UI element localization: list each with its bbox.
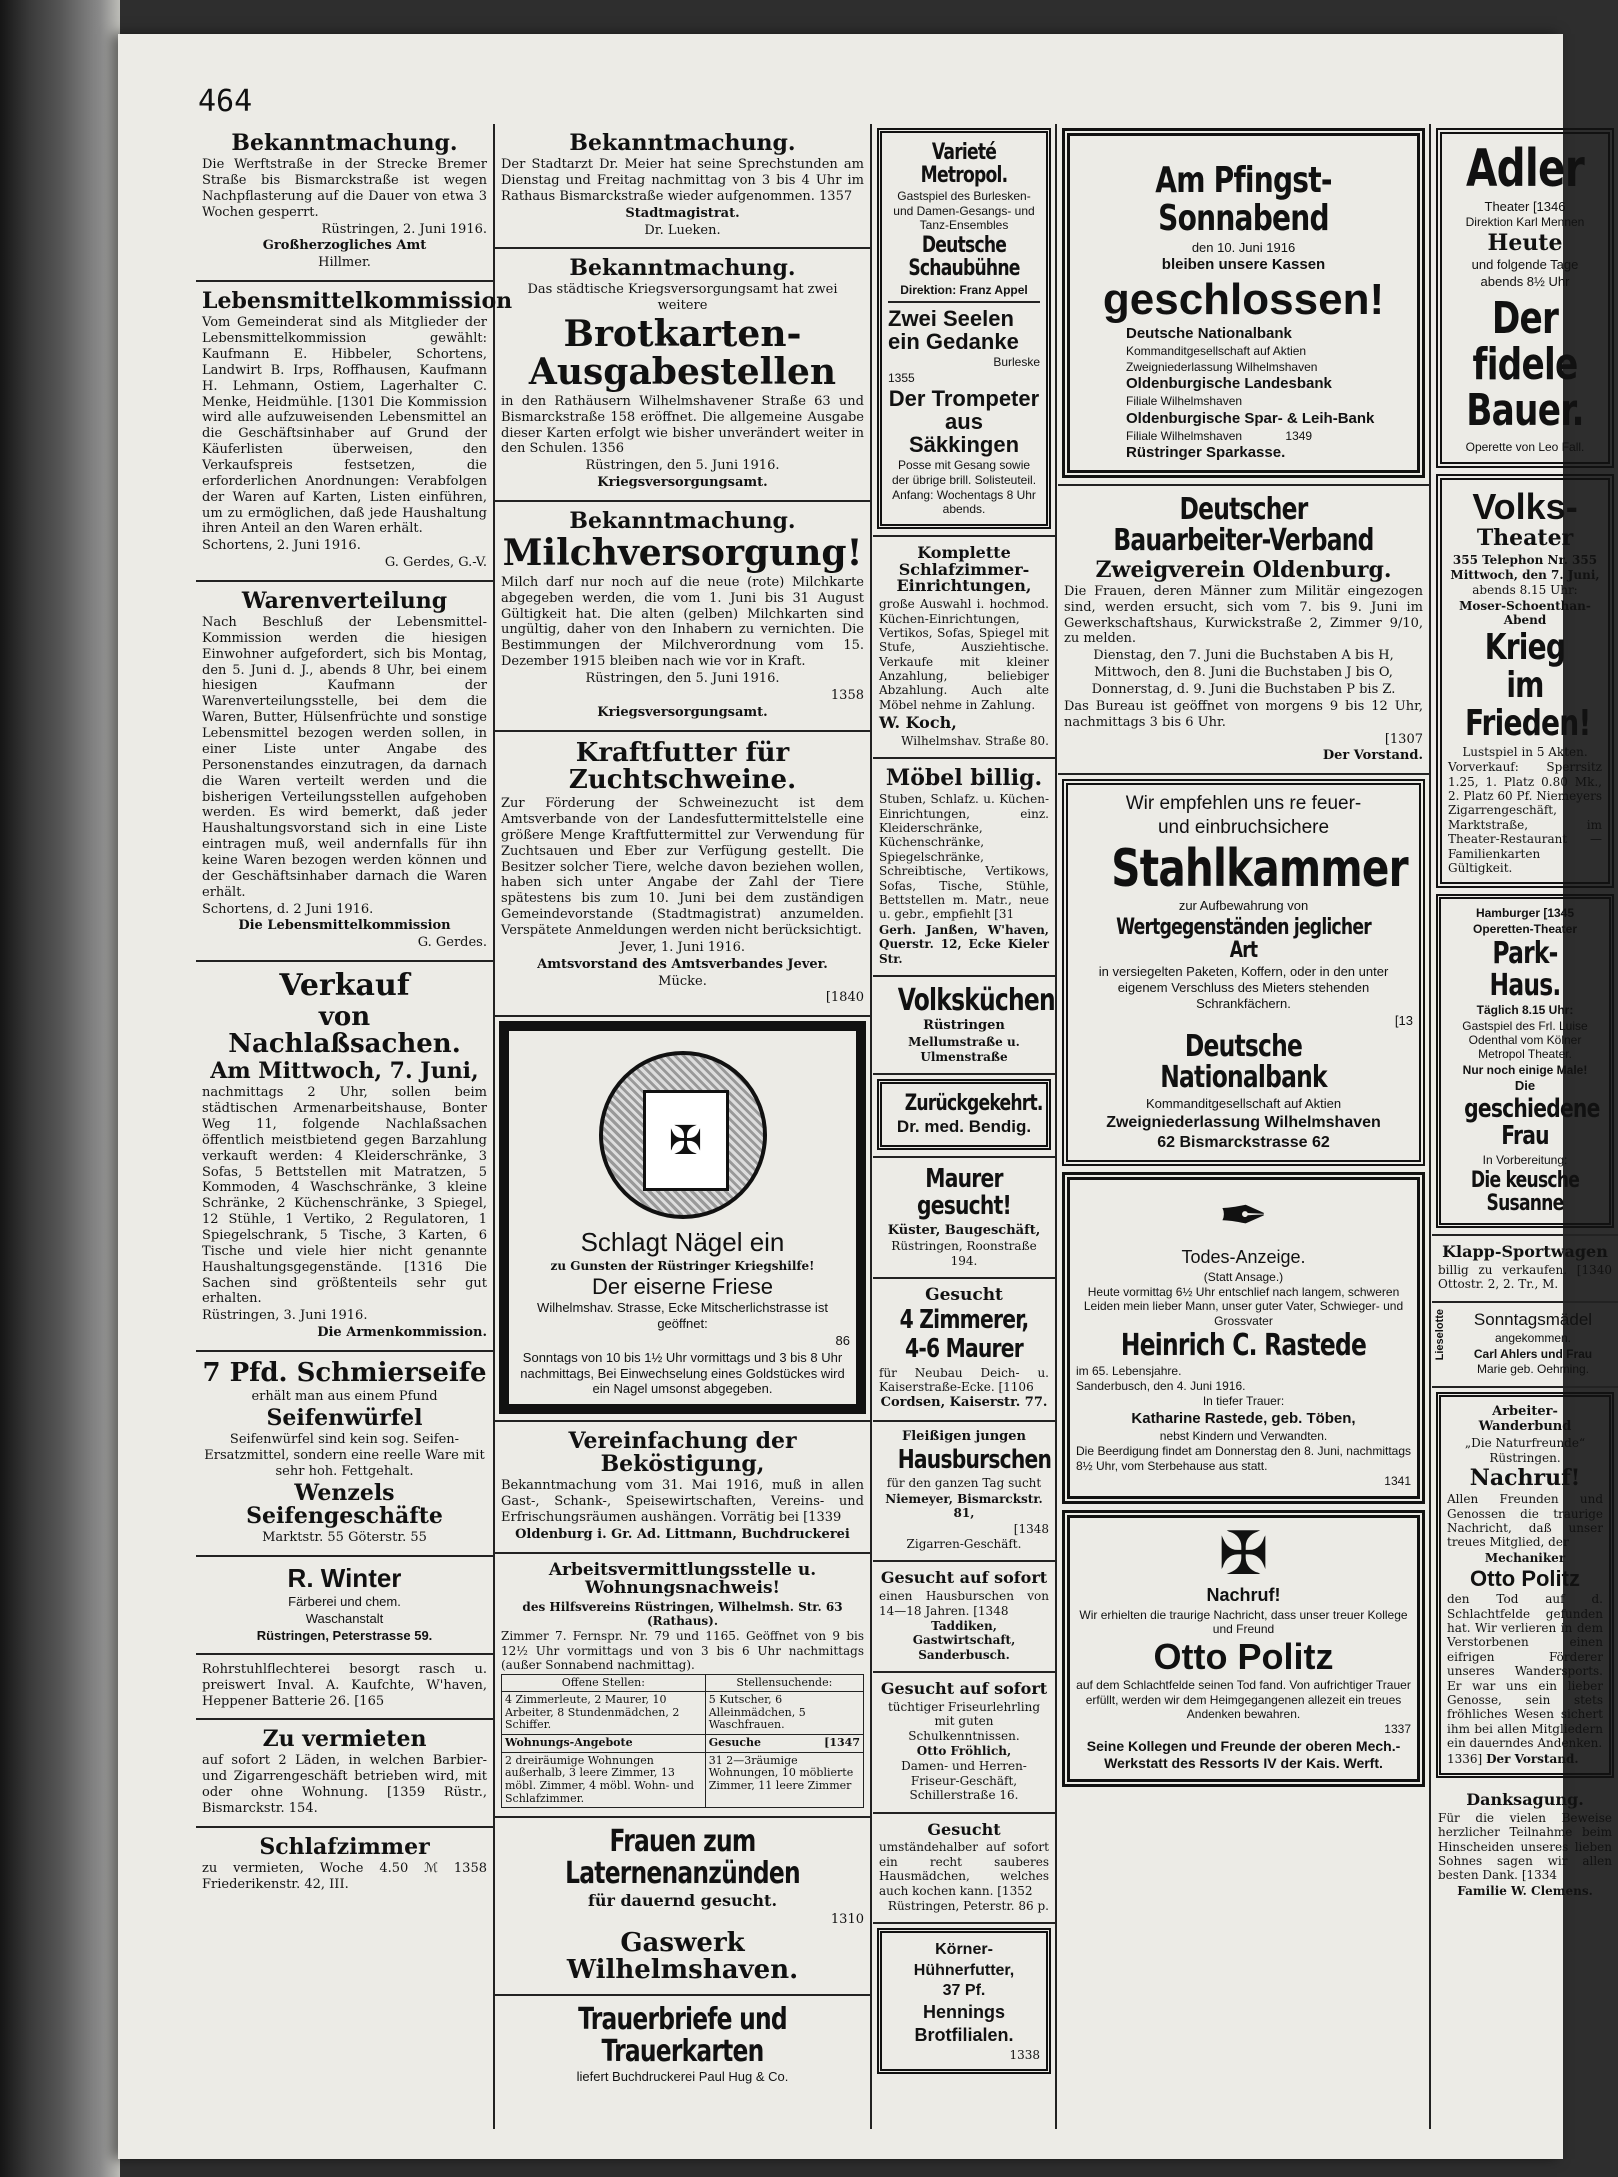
ad-body: Stuben, Schlafz. u. Küchen-Einrichtungen, einz. Kleiderschränke, Küchenschränke, Spiegelschränke, Schreibtische, Vertikows, Sofas, Tische, Stühle, Bettstellen m. Matr., neue u. gebr., empfiehlt [31	[879, 792, 1049, 922]
ad-body: große Auswahl i. hochmod. Küchen-Einrichtungen, Vertikos, Sofas, Spiegel mit Stufe, Ausziehtische. Verkaufe mit kleiner Anzahlung, beliebiger Abzahlung. Auch alte Möbel nehme in Zahlung.	[879, 597, 1049, 712]
ad-address: Rüstringen, Peterstrasse 59.	[256, 1627, 433, 1643]
ad-park-haus	[1436, 894, 1614, 1228]
bank-detail: Kommanditgesellschaft auf Aktien	[1145, 1095, 1342, 1111]
bank-detail: Zweigniederlassung Wilhelmshaven	[1106, 1113, 1381, 1131]
notice-signature-name: G. Gerdes.	[417, 935, 487, 951]
ad-body: für den ganzen Tag sucht	[886, 1476, 1042, 1491]
notice-number: 1358	[830, 687, 864, 703]
obituary-rastede	[1062, 1172, 1425, 1504]
ad-danksagung	[1432, 1784, 1618, 1907]
notice-body: Nach Beschluß der Lebensmittel-Kommission werden die hiesigen Einwohner aufgefordert, sich bis Montag, den 5. Juni d. J., abends 8 Uhr, bei einem hiesigen Kaufmann der Warenverteilungsstelle, bei dem die Waren, Butter, Hülsenfrüchte und sonstige Lebensmittel bezogen werden sollen, in einer Liste unter Angabe des Personenstandes einzutragen, da darnach die Waren verteilt werden und die bisherigen Verteilungsstellen aufgehoben werden. Es wird bemerkt, daß jeder Haushaltungsvorstand sich in eine Liste eintragen muß, weil andernfalls für ihn keine Waren bezogen werden können und der Geschäftsinhaber darnach die Waren erhält.	[202, 615, 487, 900]
notice-date: Rüstringen, den 5. Juni 1916.	[585, 458, 780, 474]
obituary-politz	[1062, 1510, 1425, 1787]
ad-title: Fleißigen jungen	[902, 1429, 1026, 1445]
ad-text: Carl Ahlers und Frau	[1473, 1346, 1593, 1361]
ad-text: Lustspiel in 5 Akten.	[1462, 744, 1588, 759]
book-binding	[0, 0, 120, 2177]
ad-headline: Volksküchen	[897, 982, 1055, 1018]
notice-date: Schortens, d. 2 Juni 1916.	[202, 901, 374, 917]
ad-headline: Der eiserne Friese	[592, 1274, 773, 1300]
ad-headline: Theater	[1476, 525, 1574, 552]
ad-title: Danksagung.	[1466, 1789, 1584, 1809]
table-header: Offene Stellen:	[502, 1674, 706, 1692]
ad-headline: Zurückgekehrt.	[904, 1091, 1043, 1117]
notice-signature: Die Lebensmittelkommission	[238, 918, 451, 934]
ad-firm: W. Koch,	[879, 713, 957, 733]
notice-milchversorgung	[495, 502, 870, 732]
ad-date: Mittwoch, den 7. Juni,	[1450, 567, 1600, 582]
schedule-row: Dienstag, den 7. Juni die Buchstaben A bis H,	[1093, 648, 1394, 664]
notice-signature: Stadtmagistrat.	[625, 205, 740, 221]
ad-number: [1307	[1384, 731, 1423, 747]
obituary-signature: Seine Kollegen und Freunde der oberen Mech.-Werkstatt des Ressorts IV der Kais. Werft.	[1086, 1737, 1401, 1771]
ad-body: Rohrstuhlflechterei besorgt rasch u. preiswert Inval. A. Kaufchte, W'haven, Heppener Batterie 26. [165	[202, 1661, 487, 1709]
notice-number: [1840	[825, 990, 864, 1006]
ad-winter	[196, 1557, 493, 1655]
notice-brotkarten	[495, 249, 870, 502]
obituary-name: Otto Politz	[1470, 1566, 1580, 1592]
bank-name: Deutsche Nationalbank	[1126, 324, 1292, 342]
ad-phone: 355 Telephon Nr. 355	[1452, 552, 1598, 567]
ad-title: Gesucht auf sofort	[880, 1679, 1048, 1699]
table-cell: 5 Kutscher, 6 Alleinmädchen, 5 Waschfrauen.	[705, 1692, 863, 1735]
column-3	[873, 124, 1057, 2129]
ad-volks-theater	[1436, 474, 1614, 889]
ad-time: abends 8½ Uhr	[1480, 273, 1570, 289]
ad-direction: Direktion: Franz Appel	[900, 282, 1028, 297]
ad-headline: Trauerbriefe und Trauerkarten	[578, 2002, 787, 2069]
obituary-subtitle: „Die Naturfreunde“ Rüstringen.	[1464, 1436, 1586, 1465]
ad-text: Operette von Leo Fall.	[1465, 440, 1585, 455]
notice-verkauf-nachlass	[196, 962, 493, 1352]
bank-name: Oldenburgische Landesbank	[1126, 375, 1332, 393]
ad-body: Seifenwürfel sind kein sog. Seifen-Ersatzmittel, sondern eine reelle Ware mit sehr hoh. Fettgehalt.	[204, 1432, 485, 1479]
ad-signature: Familie W. Clemens.	[1457, 1883, 1593, 1898]
notice-signature: G. Gerdes, G.-V.	[384, 555, 487, 571]
ad-signature: Der Vorstand.	[1322, 748, 1423, 764]
ad-title: Varieté Metropol.	[920, 140, 1008, 189]
obituary-body: den Tod auf d. Schlachtfelde gefunden hat. Wir verlieren in dem Verstorbenen einen eifrigen Förderer unseres Wandersports. Er war uns ein lieber Genosse, sein stets fröhliches Wesen sichert ihm bei allen Mitgliedern ein dauerndes Andenken.	[1447, 1592, 1603, 1751]
notice-warenverteilung	[196, 582, 493, 962]
ad-title: Komplette Schlafzimmer-Einrichtungen,	[896, 542, 1032, 596]
ad-moebel-billig	[873, 759, 1055, 977]
ad-body: für Neubau Deich- u. Kaiserstraße-Ecke. [1106	[879, 1365, 1049, 1394]
obituary-text: nebst Kindern und Verwandten.	[1159, 1429, 1328, 1444]
ad-address: Rüstringen, Roonstraße 194.	[891, 1239, 1037, 1268]
ad-text: Nur noch einige Male!	[1462, 1062, 1588, 1077]
ad-title: Möbel billig.	[885, 765, 1043, 792]
obituary-body: Heute vormittag 6½ Uhr entschlief nach langem, schweren Leiden mein lieber Mann, unser guter Vater, Schwieger- und Grossvater	[1083, 1284, 1404, 1328]
notice-headline: Milchversorgung!	[502, 532, 863, 575]
notice-werftstrasse	[196, 124, 493, 282]
ad-title: Gesucht auf sofort	[880, 1568, 1048, 1588]
column-4	[1058, 124, 1431, 2129]
ad-headline: Am Pfingst-Sonnabend	[1155, 160, 1332, 239]
ad-title: 7 Pfd. Schmierseife	[202, 1358, 487, 1389]
ad-text: Gastspiel des Burlesken- und Damen-Gesangs- und Tanz-Ensembles	[893, 189, 1035, 232]
ad-zu-vermieten	[196, 1720, 493, 1828]
notice-date: Jever, 1. Juni 1916.	[620, 939, 745, 955]
notice-headline: Kraftfutter für Zuchtschweine.	[568, 737, 797, 795]
notice-body: Zur Förderung der Schweinezucht ist dem Amtsverbande von der Landesfuttermittelstelle eine größere Menge Kraftfuttermittel zur Verwendung für Zuchtsauen und Eber zur Verfügung gestellt. Die Besitzer solcher Tiere, welche davon beziehen wollen, haben sich unter Angabe der Zahl der Tiere spätestens bis zum 10. Juni bei dem zuständigen Gemeindevorstande (Stadtmagistrat) anzumelden. Verspätete Anmeldungen werden nicht berücksichtigt.	[501, 796, 864, 939]
obituary-text: im 65. Lebensjahre.	[1076, 1363, 1182, 1378]
ad-text: Waschanstalt	[305, 1611, 384, 1627]
obituary-body: Allen Freunden und Genossen die traurige Nachricht, daß unser treues Mitglied, der	[1447, 1492, 1603, 1550]
notice-arbeitsvermittlung	[495, 1554, 870, 1818]
notice-signature-name: Mücke.	[658, 973, 707, 989]
ad-number: 86	[835, 1332, 850, 1348]
ad-text: und einbruchsichere	[1157, 817, 1330, 839]
ad-headline: Deutsche Schaubühne	[908, 233, 1020, 282]
ad-hausmaedchen	[873, 1814, 1055, 1925]
notice-title: Lebensmittelkommission	[202, 288, 513, 315]
notice-body: Bekanntmachung vom 31. Mai 1916, muß in allen Gast-, Schank-, Speisewirtschaften, Vereins- und Erfrischungsräumen aushängen. Vorrätig bei [1339	[501, 1478, 864, 1526]
ad-body: zu vermieten, Woche 4.50 ℳ 1358 Friederikenstr. 42, III.	[202, 1860, 487, 1892]
iron-cross-icon: ✠	[1218, 1518, 1269, 1589]
ad-gesucht-taddiken	[873, 1562, 1055, 1673]
obituary-mourner: Katharine Rastede, geb. Töben,	[1131, 1409, 1356, 1427]
ad-time: abends 8.15 Uhr:	[1472, 583, 1578, 598]
ad-headline: Frauen zum Laternenanzünden	[565, 1824, 800, 1891]
ad-text: Moser-Schoenthan-Abend	[1459, 598, 1591, 628]
notice-signature-name: Hillmer.	[318, 255, 371, 271]
notice-signature: Kriegsversorgungsamt.	[597, 704, 768, 720]
ad-body: auf sofort 2 Läden, in welchen Barbier- und Zigarrengeschäft betrieben wird, mit oder ohne Wohnung. [1359 Rüstr., Bismarckstr. 154.	[202, 1753, 487, 1817]
bank-detail: Filiale Wilhelmshaven	[1126, 429, 1243, 443]
ad-text: angekommen.	[1494, 1331, 1572, 1346]
notice-signature-name: Dr. Lueken.	[644, 222, 721, 238]
table-cell: 4 Zimmerleute, 2 Maurer, 10 Arbeiter, 8 Stundenmädchen, 2 Schiffer.	[502, 1692, 706, 1735]
ad-number: 1337	[1384, 1722, 1411, 1737]
ad-subtitle: zu Gunsten der Rüstringer Kriegshilfe!	[550, 1258, 815, 1273]
ad-number: 1338	[1009, 2047, 1040, 2062]
notice-body: Vom Gemeinderat sind als Mitglieder der Lebensmittelkommission gewählt: Kaufmann E. Hibbeler, Schortens, Landwirt B. Irps, Roffhausen, Kaufmann H. Lehmann, Ostiem, Lagerhalter C. Menke, Heidmühle. [1301 Die Kommission wird alle aufzuweisenden Lebensmittel an die Geschäftsinhaber auf Grund der Käuferlisten überweisen, den Verkaufspreis festsetzen, die erforderlichen Anordnungen: Verabfolgen der Waren auf Karten, Listen einführen, um zu ermöglichen, daß jede Haushaltung ihren Anteil an den Waren erhält.	[202, 315, 487, 537]
newspaper-page	[118, 34, 1612, 2159]
schedule-row: Donnerstag, d. 9. Juni die Buchstaben P bis Z.	[1091, 681, 1396, 697]
ad-number: 1341	[1384, 1474, 1411, 1489]
ad-location: Wilhelmshav. Strasse, Ecke Mitscherlichstrasse ist geöffnet:	[537, 1300, 828, 1331]
ad-headline: 4-6 Maurer	[905, 1334, 1023, 1365]
ad-firm: Niemeyer, Bismarckstr. 81,	[885, 1491, 1043, 1521]
ad-price: 37 Pf.	[942, 1982, 986, 2000]
ad-text: erhält man aus einem Pfund	[251, 1389, 438, 1405]
notice-date-heading: Am Mittwoch, 7. Juni,	[210, 1058, 479, 1085]
notice-text: Das städtische Kriegsversorgungsamt hat zwei weitere	[527, 282, 838, 314]
ad-headline: Adler	[1466, 139, 1584, 199]
ad-headline: 4 Zimmerer,	[899, 1305, 1029, 1335]
notice-date: Rüstringen, 3. Juni 1916.	[202, 1308, 368, 1324]
ad-title: Schlafzimmer	[259, 1833, 430, 1860]
ad-text: In Vorbereitung:	[1482, 1152, 1568, 1167]
notice-subtitle: von Nachlaßsachen.	[228, 1001, 461, 1059]
ad-stahlkammer	[1062, 779, 1425, 1165]
ad-maurer-gesucht	[873, 1156, 1055, 1279]
ad-headline: Stahlkammer	[1111, 838, 1408, 899]
ad-schlafzimmer	[196, 1828, 493, 1902]
notice-title: Bekanntmachung.	[569, 130, 796, 156]
obituary-wanderbund	[1436, 1392, 1614, 1778]
table-header: Gesuche	[708, 1736, 762, 1750]
notice-date: Schortens, 2. Juni 1916.	[202, 538, 361, 554]
notice-date: Rüstringen, den 5. Juni 1916.	[585, 671, 780, 686]
ad-text: den 10. Juni 1916	[1191, 239, 1296, 255]
ad-number: 1349	[1285, 429, 1313, 443]
ad-direction: Direktion Karl Mennen	[1465, 215, 1585, 230]
notice-title: Warenverteilung	[241, 587, 448, 614]
ad-title: Gesucht	[925, 1285, 1003, 1306]
ad-firm: Gerh. Janßen, W'haven, Querstr. 12, Ecke Kieler Str.	[879, 922, 1049, 966]
notice-befoestigung	[495, 1420, 870, 1554]
feather-icon: ✒	[1218, 1180, 1269, 1251]
ad-text: und folgende Tage	[1471, 256, 1579, 272]
ad-adler-theater	[1436, 128, 1614, 468]
obituary-name: Heinrich C. Rastede	[1120, 1328, 1367, 1364]
obituary-body: auf dem Schlachtfelde seinen Tod fand. Von aufrichtiger Trauer erfüllt, werden wir dem Heimgegangenen allezeit ein treues Andenken bewahren.	[1076, 1678, 1411, 1721]
ad-body: Das Bureau ist geöffnet von morgens 9 bis 12 Uhr, nachmittags 3 bis 6 Uhr.	[1064, 698, 1423, 730]
ad-hausburschen	[873, 1422, 1055, 1562]
obituary-title: Nachruf!	[1206, 1584, 1281, 1605]
ad-body: in versiegelten Paketen, Koffern, oder in den unter eigenem Verschluss des Mieters stehenden Schrankfächern.	[1098, 964, 1389, 1011]
ad-zurueckgekehrt	[877, 1079, 1051, 1150]
notice-signature: Oldenburg i. Gr. Ad. Littmann, Buchdruckerei	[515, 1527, 850, 1543]
notice-title: Arbeitsvermittlungsstelle u. Wohnungsnachweis!	[548, 1559, 817, 1598]
ad-address: Marktstr. 55 Göterstr. 55	[262, 1530, 427, 1546]
coat-of-arms-icon	[599, 1051, 767, 1219]
ad-body: Sonntags von 10 bis 1½ Uhr vormittags und 3 bis 8 Uhr nachmittags, Bei Einwechselung eines Goldstückes wird ein Nagel umsonst abgegeben.	[520, 1349, 845, 1397]
cross-shield-icon: ✠	[643, 1090, 729, 1191]
ad-headline: Park-Haus.	[1489, 936, 1561, 1003]
ad-laternenanzuenden	[495, 1818, 870, 1996]
ad-text: Marie geb. Oehming.	[1476, 1362, 1590, 1377]
obituary-text: Mechaniker	[1484, 1550, 1566, 1565]
ad-number: 1336]	[1447, 1751, 1483, 1766]
ad-text: Zigarren-Geschäft.	[906, 1536, 1022, 1551]
notice-title: Vereinfachung der Beköstigung,	[568, 1428, 797, 1478]
notice-signature: Die Armenkommission.	[317, 1325, 487, 1341]
notice-signature: Großherzogliches Amt	[262, 238, 427, 254]
ad-body: einen Hausburschen von 14—18 Jahren. [1348	[879, 1589, 1049, 1618]
ad-firm: Wenzels Seifengeschäfte	[246, 1479, 443, 1529]
bank-name: Deutsche Nationalbank	[1160, 1028, 1327, 1096]
notice-number: [1347	[824, 1736, 860, 1750]
ad-klapp-sportwagen	[1432, 1234, 1618, 1303]
ad-address: Mellumstraße u. Ulmenstraße	[908, 1035, 1020, 1064]
ad-body: Vorverkauf: Sperrsitz 1.25, 1. Platz 0.80 Mk., 2. Platz 60 Pf. Niemeyers Zigarrengeschäft, Marktstraße, im Theater-Restaurant — Familienkarten Gültigkeit.	[1448, 760, 1602, 875]
ad-sonntagsmaedel	[1432, 1303, 1618, 1388]
ad-headline: Wertgegenständen jeglicher Art	[1116, 915, 1371, 964]
ad-headline: Deutscher Bauarbeiter-Verband	[1113, 491, 1374, 559]
ad-headline: geschlossen!	[1102, 274, 1385, 324]
notice-kraftfutter	[495, 732, 870, 1018]
ad-text: bleiben unsere Kassen	[1161, 256, 1326, 274]
program-item: Zwei Seelen ein Gedanke	[888, 305, 1019, 355]
ad-address: Rüstringen, Peterstr. 86 p.	[887, 1898, 1049, 1913]
notice-title: Bekanntmachung.	[569, 255, 796, 282]
ad-rohrstuhl	[196, 1655, 493, 1721]
ad-number: [1348	[1013, 1521, 1049, 1536]
ad-address: Damen- und Herren-Friseur-Geschäft, Schillerstraße 16.	[901, 1759, 1027, 1803]
ad-firm: Küster, Baugeschäft,	[887, 1222, 1041, 1238]
obituary-name: Otto Politz	[1153, 1636, 1334, 1678]
ad-friseurlehrling	[873, 1673, 1055, 1814]
ad-title: Zu vermieten	[262, 1726, 427, 1753]
ad-zimmerer-gesucht	[873, 1279, 1055, 1422]
ad-huehnerfutter	[877, 1928, 1051, 2074]
page-number: 464	[198, 84, 253, 119]
ad-firm: Hennings	[922, 2001, 1005, 2022]
ad-number: 1355	[888, 370, 915, 385]
bank-detail: Filiale Wilhelmshaven	[1126, 394, 1243, 409]
notice-title: Bekanntmachung.	[569, 507, 796, 534]
bank-address: 62 Bismarckstrasse 62	[1157, 1134, 1330, 1152]
obituary-date: Sanderbusch, den 4. Juni 1916.	[1076, 1378, 1246, 1393]
ad-time: Täglich 8.15 Uhr:	[1476, 1003, 1574, 1018]
notice-subtitle: des Hilfsvereins Rüstringen, Wilhelmsh. Str. 63 (Rathaus).	[522, 1599, 843, 1628]
ad-text: Posse mit Gesang sowie der übrige brill. Solisteuteil.	[891, 458, 1037, 487]
ad-title: Sonntagsmädel	[1473, 1309, 1593, 1329]
column-2	[495, 124, 872, 2129]
table-cell: 2 dreiräumige Wohnungen außerhalb, 3 leere Zimmer, 13 möbl. Zimmer, 4 möbl. Wohn- und Schlafzimmer.	[502, 1752, 706, 1808]
ad-text: zur Aufbewahrung von	[1178, 898, 1309, 914]
table-header: Wohnungs-Angebote	[502, 1735, 706, 1753]
bank-detail: Kommanditgesellschaft auf Aktien	[1126, 344, 1307, 359]
ad-text: Heute	[1487, 229, 1563, 256]
notice-body: in den Rathäusern Wilhelmshavener Straße 63 und Bismarckstraße 158 eröffnet. Die allgemeine Ausgabe dieser Karten erfolgt wie bisher unverändert weiter in den Schulen. 1356	[501, 393, 864, 457]
obituary-subtitle: (Statt Ansage.)	[1203, 1269, 1284, 1284]
schedule-row: Mittwoch, den 8. Juni die Buchstaben J bis O,	[1094, 665, 1393, 681]
ad-schlafzimmer-einrichtungen	[873, 535, 1055, 759]
notice-body: Zimmer 7. Fernspr. Nr. 79 und 1165. Geöffnet von 9 bis 12½ Uhr vormittags und von 3 bis 6 Uhr nachmittags (außer Sonnabend nachmittag).	[501, 1629, 864, 1673]
ad-body: billig zu verkaufen. [1340 Ottostr. 2, 2. Tr., M.	[1438, 1262, 1612, 1292]
ad-headline: Maurer gesucht!	[917, 1163, 1011, 1222]
ad-eiserne-friese	[499, 1021, 866, 1414]
ad-subtitle: Zweigverein Oldenburg.	[1095, 556, 1392, 583]
ad-text: Wir empfehlen uns re feuer-	[1125, 793, 1362, 815]
ad-body: tüchtiger Friseurlehrling mit guten Schulkenntnissen.	[887, 1699, 1041, 1743]
ad-firm: Brotfilialen.	[914, 2024, 1014, 2045]
ad-product: Seifenwürfel	[266, 1405, 423, 1432]
ad-number: [1345	[1543, 906, 1575, 921]
notice-body: nachmittags 2 Uhr, sollen beim städtischen Armenarbeitshause, Bonter Weg 11, folgende Nachlaßsachen öffentlich meistbietend gegen Barzahlung verkauft werden: 4 Kleiderschränke, 3 Sofas, 5 Bettstellen mit Matratzen, 5 Kommoden, 4 Waschschränke, 3 kleine Schränke, 2 Küchenschränke, 3 Spiegel, 12 Stühle, 1 Vertiko, 2 Regulatoren, 1 Spiegelschrank, 5 Tische, 3 Karten, 6 Tische und viele hier nicht genannte Haushaltungsgegenstände. [1316 Die Sachen sind größtenteils sehr gut erhalten.	[202, 1085, 487, 1307]
ad-headline: Hausburschen	[897, 1445, 1052, 1476]
notice-body: Milch darf nur noch auf die neue (rote) Milchkarte abgegeben werden, die vom 1. Juni bis 31 August Gültigkeit hat. Die alten (gelben) Milchkarten sind ungültig, daher von den Inhabern zu vernichten. Die Bestimmungen der Milchverordnung vom 15. Dezember 1915 bleiben nach wie vor in Kraft.	[501, 574, 864, 670]
bank-detail: Zweigniederlassung Wilhelmshaven	[1126, 359, 1318, 374]
notice-lebensmittelkommission	[196, 282, 513, 582]
table-cell: 31 2—3räumige Wohnungen, 10 möblierte Zimmer, 11 leere Zimmer	[705, 1752, 863, 1808]
ad-firm: Cordsen, Kaiserstr. 77.	[880, 1395, 1048, 1411]
ad-variete-metropol	[877, 128, 1051, 529]
ad-text: liefert Buchdruckerei Paul Hug & Co.	[576, 2069, 789, 2085]
notice-signature: Kriegsversorgungsamt.	[597, 475, 768, 491]
program-genre: Burleske	[993, 355, 1040, 370]
ad-number: [1346	[1532, 198, 1566, 214]
vertical-label: Lieselotte	[1434, 1308, 1446, 1361]
program-item: Der Trompeter aus Säkkingen	[888, 385, 1040, 458]
ad-headline: Volks-	[1472, 485, 1578, 527]
ad-address: Wilhelmshav. Straße 80.	[901, 733, 1049, 748]
ad-title: Schlagt Nägel ein	[580, 1227, 785, 1258]
ad-time: Anfang: Wochentags 8 Uhr abends.	[892, 487, 1036, 517]
obituary-text: In tiefer Trauer:	[1202, 1394, 1285, 1409]
bank-name: Rüstringer Sparkasse.	[1126, 444, 1286, 462]
notice-headline: Brotkarten-Ausgabestellen	[528, 313, 837, 393]
notice-title: Verkauf	[279, 968, 410, 1004]
ad-title: Gesucht	[927, 1819, 1001, 1839]
notice-signature: Amtsvorstand des Amtsverbandes Jever.	[537, 956, 828, 972]
ad-text: Rüstringen	[923, 1018, 1005, 1034]
ad-body: umständehalber auf sofort ein recht sauberes Hausmädchen, welches auch kochen kann. [1352	[879, 1840, 1049, 1898]
ad-text: Hamburger	[1475, 906, 1540, 921]
obituary-body: Die Beerdigung findet am Donnerstag den 8. Juni, nachmittags 8½ Uhr, vom Sterbehause aus statt.	[1076, 1444, 1411, 1473]
ad-bauarbeiter-verband	[1058, 484, 1429, 776]
ad-text: Färberei und chem.	[288, 1594, 401, 1610]
ad-firm: Gaswerk Wilhelmshaven.	[566, 1927, 799, 1985]
ad-text: Operetten-Theater	[1472, 921, 1578, 936]
obituary-headline: Nachruf!	[1469, 1465, 1581, 1492]
ad-text: für dauernd gesucht.	[587, 1891, 778, 1911]
notice-body: Der Stadtarzt Dr. Meier hat seine Sprechstunden am Dienstag und Freitag nachmittag von 3 bis 4 Uhr im Rathaus Bismarckstraße wieder aufgenommen. 1357	[501, 157, 864, 204]
ad-title: Klapp-Sportwagen	[1442, 1242, 1608, 1262]
column-5	[1432, 124, 1618, 2129]
vacancy-table	[501, 1674, 864, 1809]
ad-text: Hühnerfutter,	[913, 1961, 1015, 1979]
ad-headline: Die keusche Susanne	[1470, 1167, 1580, 1217]
obituary-title: Arbeiter-Wanderbund	[1478, 1403, 1572, 1435]
ad-schmierseife	[196, 1352, 493, 1557]
ad-pfingst-sonnabend	[1062, 128, 1425, 478]
ad-title: R. Winter	[287, 1562, 402, 1593]
ad-firm: Otto Fröhlich,	[916, 1744, 1012, 1759]
notice-date: Rüstringen, 2. Juni 1916.	[321, 221, 487, 237]
ad-headline: Krieg im Frieden!	[1464, 627, 1591, 745]
ad-text: Theater	[1484, 198, 1530, 214]
ad-volkskuechen	[873, 977, 1055, 1075]
ad-trauerbriefe	[495, 1996, 870, 2094]
ad-number: [13	[1394, 1012, 1413, 1028]
ad-headline: geschiedene Frau	[1464, 1093, 1600, 1152]
ad-headline: Der fidele Bauer.	[1466, 292, 1584, 437]
bank-name: Oldenburgische Spar- & Leih-Bank	[1126, 409, 1375, 427]
column-1	[196, 124, 513, 2129]
ad-text: Die	[1514, 1078, 1536, 1094]
table-header: Stellensuchende:	[705, 1674, 863, 1692]
ad-number: 1310	[830, 1911, 864, 1927]
ad-firm: Taddiken, Gastwirtschaft, Sanderbusch.	[912, 1618, 1016, 1662]
ad-body: Für die vielen Beweise herzlicher Teilnahme beim Hinscheiden unseres lieben Sohnes sagen wir allen besten Dank. [1334	[1438, 1810, 1612, 1883]
ad-text: Dr. med. Bendig.	[896, 1117, 1032, 1137]
ad-text: Körner-	[935, 1941, 993, 1959]
ad-body: Die Frauen, deren Männer zum Militär eingezogen sind, werden ersucht, sich vom 7. bis 9. Juni im Gewerkschaftshaus, Kurwickstraße 2, Zimmer 9/10, zu melden.	[1064, 583, 1423, 647]
obituary-body: Wir erhielten die traurige Nachricht, dass unser treuer Kollege und Freund	[1079, 1607, 1408, 1636]
notice-body: Die Werftstraße in der Strecke Bremer Straße bis Bismarckstraße ist wegen Nachpflasterung auf die Dauer von etwa 3 Wochen gesperrt.	[202, 157, 487, 220]
obituary-signature: Der Vorstand.	[1486, 1751, 1579, 1766]
notice-title: Bekanntmachung.	[231, 130, 458, 156]
notice-stadtarzt	[495, 124, 870, 249]
obituary-title: Todes-Anzeige.	[1181, 1246, 1306, 1267]
ad-body: Gastspiel des Frl. Luise Odenthal vom Kölner Metropol Theater.	[1462, 1018, 1588, 1062]
